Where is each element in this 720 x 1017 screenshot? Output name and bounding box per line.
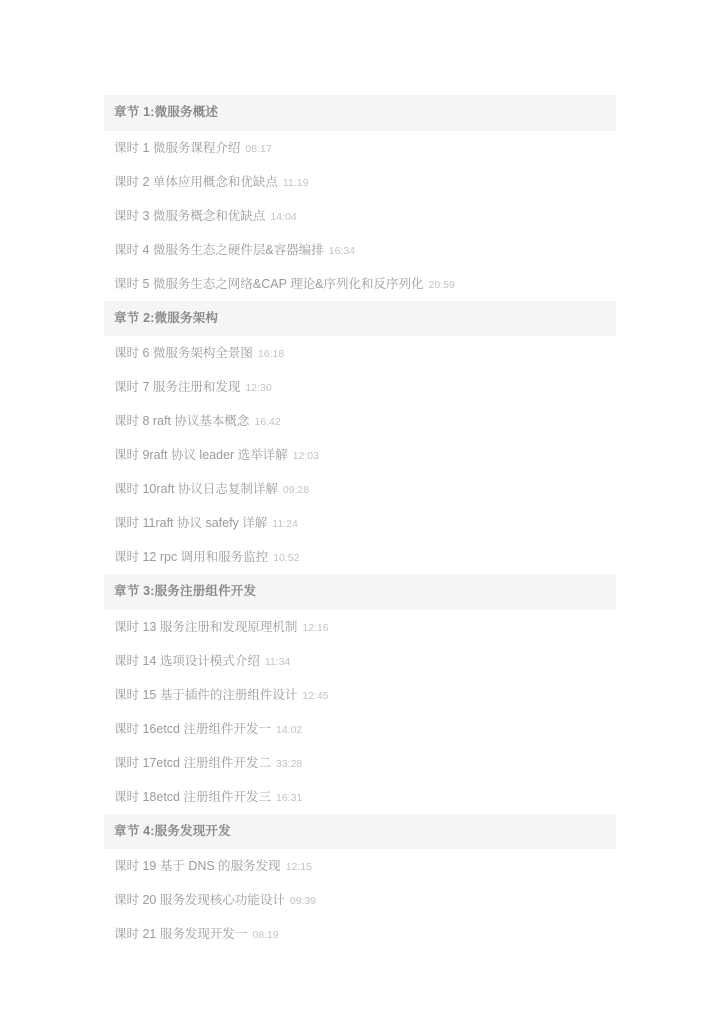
lesson-row[interactable]	[104, 506, 616, 540]
lesson-row[interactable]	[104, 644, 616, 678]
lesson-duration: 12:45	[302, 689, 329, 702]
lesson-row[interactable]	[104, 165, 616, 199]
lesson-duration: 11:19	[282, 176, 309, 189]
lesson-duration: 08:17	[245, 142, 272, 155]
lesson-duration: 16:42	[254, 416, 281, 428]
lesson-title: 课时 1 微服务课程介绍	[114, 140, 241, 155]
lesson-row[interactable]	[104, 131, 616, 165]
chapter-header: 章节 2:微服务架构	[104, 301, 616, 337]
lesson-title: 课时 6 微服务架构全景图	[114, 346, 253, 360]
lesson-title: 课时 2 单体应用概念和优缺点	[114, 174, 278, 189]
lesson-row[interactable]	[104, 746, 616, 780]
lesson-duration: 14:04	[270, 210, 297, 223]
lesson-title: 课时 17etcd 注册组件开发二	[114, 755, 271, 770]
lesson-duration: 10:52	[273, 552, 300, 564]
lesson-row[interactable]	[104, 438, 616, 472]
lesson-duration: 14:02	[275, 723, 303, 736]
lesson-title: 课时 7 服务注册和发现	[114, 380, 241, 394]
lesson-duration: 08:19	[252, 929, 279, 941]
lesson-row[interactable]	[104, 849, 616, 883]
lesson-title: 课时 16etcd 注册组件开发一	[114, 721, 271, 736]
lesson-title: 课时 21 服务发现开发一	[114, 927, 248, 941]
lesson-duration: 33:28	[275, 757, 303, 770]
lesson-row[interactable]	[104, 678, 616, 712]
lesson-title: 课时 12 rpc 调用和服务监控	[114, 550, 269, 564]
lesson-row[interactable]	[104, 780, 616, 814]
course-chapter-list	[104, 95, 616, 951]
lesson-row[interactable]	[104, 336, 616, 370]
lesson-row[interactable]	[104, 472, 616, 506]
lesson-row[interactable]	[104, 404, 616, 438]
lesson-row[interactable]	[104, 610, 616, 644]
lesson-title: 课时 10raft 协议日志复制详解	[114, 482, 278, 496]
lesson-row[interactable]	[104, 917, 616, 951]
lesson-title: 课时 13 服务注册和发现原理机制	[114, 619, 298, 634]
chapter-header: 章节 3:服务注册组件开发	[104, 574, 616, 610]
chapter-header: 章节 4:服务发现开发	[104, 814, 616, 850]
lesson-title: 课时 3 微服务概念和优缺点	[114, 208, 266, 223]
chapter-block	[104, 814, 616, 952]
lesson-row[interactable]	[104, 712, 616, 746]
lesson-title: 课时 5 微服务生态之网络&CAP 理论&序列化和反序列化	[114, 276, 424, 291]
lesson-duration: 20:59	[428, 278, 455, 291]
lesson-duration: 12:15	[285, 861, 312, 873]
lesson-duration: 12:03	[292, 450, 319, 462]
lesson-row[interactable]	[104, 233, 616, 267]
lesson-duration: 12:16	[302, 621, 329, 634]
lesson-duration: 16:18	[257, 348, 285, 360]
lesson-title: 课时 14 选项设计模式介绍	[114, 653, 260, 668]
lesson-title: 课时 11raft 协议 safefy 详解	[114, 516, 268, 530]
lesson-duration: 16:31	[275, 791, 303, 804]
lesson-title: 课时 20 服务发现核心功能设计	[114, 893, 285, 907]
lesson-duration: 09:39	[289, 895, 317, 907]
chapter-header: 章节 1:微服务概述	[104, 95, 616, 131]
lesson-title: 课时 18etcd 注册组件开发三	[114, 789, 271, 804]
lesson-row[interactable]	[104, 540, 616, 574]
lesson-duration: 11:34	[264, 655, 291, 668]
chapter-block	[104, 574, 616, 814]
lesson-duration: 09:28	[282, 484, 310, 496]
lesson-title: 课时 9raft 协议 leader 选举详解	[114, 448, 288, 462]
lesson-duration: 11:24	[272, 518, 298, 530]
lesson-row[interactable]	[104, 199, 616, 233]
lesson-row[interactable]	[104, 370, 616, 404]
lesson-row[interactable]	[104, 267, 616, 301]
lesson-title: 课时 19 基于 DNS 的服务发现	[114, 859, 281, 873]
lesson-title: 课时 8 raft 协议基本概念	[114, 414, 250, 428]
chapter-block	[104, 95, 616, 301]
lesson-duration: 16:34	[328, 244, 356, 257]
chapter-block	[104, 301, 616, 575]
lesson-title: 课时 15 基于插件的注册组件设计	[114, 687, 298, 702]
lesson-row[interactable]	[104, 883, 616, 917]
lesson-duration: 12:30	[245, 382, 272, 394]
lesson-title: 课时 4 微服务生态之硬件层&容器编排	[114, 242, 324, 257]
